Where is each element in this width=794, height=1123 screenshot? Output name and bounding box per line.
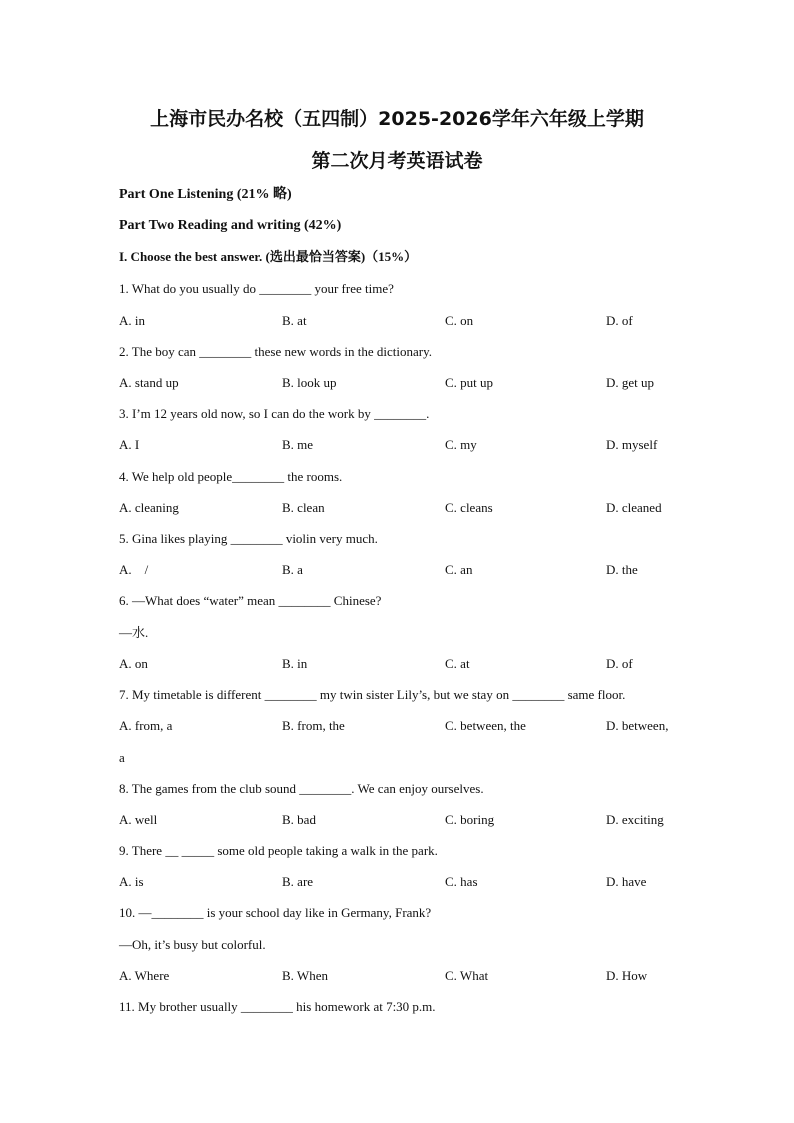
q6-option-d: D. of: [606, 656, 633, 671]
part-one-heading: Part One Listening (21% 略): [119, 187, 292, 202]
q9-option-b: B. are: [282, 874, 314, 889]
question-3: 3. I’m 12 years old now, so I can do the work by ________.: [119, 406, 430, 421]
q7-option-d-wrap: a: [119, 750, 125, 765]
q3-option-c: C. my: [445, 437, 477, 452]
q10-option-c: C. What: [445, 968, 489, 983]
q3-option-d: D. myself: [606, 437, 658, 452]
q6-option-c: C. at: [445, 656, 470, 671]
q4-option-a: A. cleaning: [119, 500, 179, 515]
q3-option-b: B. me: [282, 437, 314, 452]
q5-option-b: B. a: [282, 562, 303, 577]
q5-option-d: D. the: [606, 562, 638, 577]
question-11: 11. My brother usually ________ his homework at 7:30 p.m.: [119, 999, 436, 1014]
q1-option-c: C. on: [445, 313, 474, 328]
q7-option-d: D. between,: [606, 718, 669, 733]
question-1: 1. What do you usually do ________ your free time?: [119, 281, 394, 296]
exam-subtitle: 第二次月考英语试卷: [311, 150, 483, 172]
q2-option-c: C. put up: [445, 375, 494, 390]
q8-option-b: B. bad: [282, 812, 316, 827]
q6-option-b: B. in: [282, 656, 308, 671]
q1-option-b: B. at: [282, 313, 307, 328]
q8-option-c: C. boring: [445, 812, 495, 827]
q7-option-b: B. from, the: [282, 718, 345, 733]
section-heading: I. Choose the best answer. (选出最恰当答案)（15%）: [119, 249, 418, 264]
q4-option-c: C. cleans: [445, 500, 493, 515]
q9-option-d: D. have: [606, 874, 647, 889]
q4-option-b: B. clean: [282, 500, 325, 515]
q7-option-c: C. between, the: [445, 718, 526, 733]
question-7: 7. My timetable is different ________ my twin sister Lily’s, but we stay on ________ same floor.: [119, 687, 626, 702]
q1-option-a: A. in: [119, 313, 145, 328]
q1-option-d: D. of: [606, 313, 633, 328]
q6-option-a: A. on: [119, 656, 148, 671]
question-6-reply: —水.: [119, 625, 149, 640]
q8-option-a: A. well: [119, 812, 158, 827]
question-8: 8. The games from the club sound ________. We can enjoy ourselves.: [119, 781, 484, 796]
question-4: 4. We help old people________ the rooms.: [119, 469, 343, 484]
question-9: 9. There __ _____ some old people taking a walk in the park.: [119, 843, 438, 858]
question-10: 10. —________ is your school day like in Germany, Frank?: [119, 905, 432, 920]
q5-option-a: A. /: [119, 562, 149, 577]
q2-option-d: D. get up: [606, 375, 655, 390]
question-2: 2. The boy can ________ these new words in the dictionary.: [119, 344, 433, 359]
q9-option-a: A. is: [119, 874, 144, 889]
q10-option-a: A. Where: [119, 968, 170, 983]
q8-option-d: D. exciting: [606, 812, 664, 827]
question-6: 6. —What does “water” mean ________ Chinese?: [119, 593, 382, 608]
q3-option-a: A. I: [119, 437, 140, 452]
q2-option-b: B. look up: [282, 375, 337, 390]
part-two-heading: Part Two Reading and writing (42%): [119, 218, 342, 233]
q9-option-c: C. has: [445, 874, 478, 889]
q7-option-a: A. from, a: [119, 718, 173, 733]
question-10-reply: —Oh, it’s busy but colorful.: [119, 937, 266, 952]
q2-option-a: A. stand up: [119, 375, 179, 390]
exam-title: 上海市民办名校（五四制）2025-2026学年六年级上学期: [150, 108, 644, 130]
q10-option-d: D. How: [606, 968, 648, 983]
q5-option-c: C. an: [445, 562, 473, 577]
q10-option-b: B. When: [282, 968, 328, 983]
question-5: 5. Gina likes playing ________ violin very much.: [119, 531, 378, 546]
q4-option-d: D. cleaned: [606, 500, 662, 515]
